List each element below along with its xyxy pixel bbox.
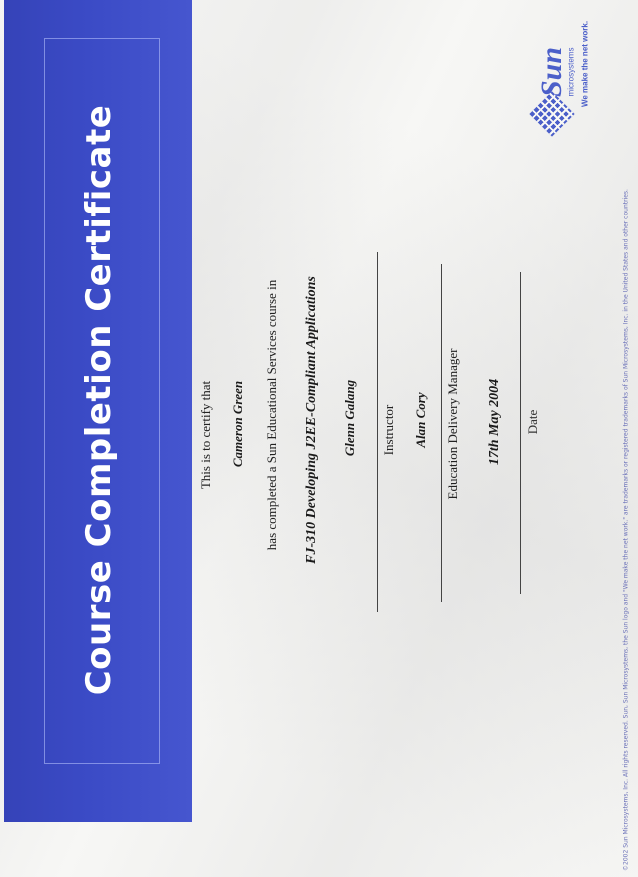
intro-text: This is to certify that (198, 380, 213, 490)
manager-label: Education Delivery Manager (445, 348, 460, 500)
instructor-name: Glenn Galang (342, 379, 357, 457)
date-line (520, 272, 521, 594)
instructor-label: Instructor (381, 404, 396, 456)
sun-logo-sub: microsystems (566, 47, 576, 97)
copyright-footnote: ©2002 Sun Microsystems, Inc. All rights reserved. Sun, Sun Microsystems, the Sun logo and "We make the net work." are trademarks or registered trademarks of Sun Microsystems, Inc. in the United States and other countries. (622, 189, 630, 871)
certificate-title: Course Completion Certificate (79, 104, 119, 696)
recipient-name: Cameron Green (230, 380, 245, 468)
completion-text: has completed a Sun Educational Services course in (264, 279, 279, 551)
date-value: 17th May 2004 (487, 378, 502, 466)
sun-logo-wordmark: Sun (535, 46, 568, 98)
sun-logo-tagline: We make the net work. (580, 20, 590, 108)
manager-name: Alan Cory (413, 392, 428, 448)
instructor-signature-line (377, 252, 378, 612)
date-label: Date (525, 409, 540, 435)
course-name: FJ-310 Developing J2EE-Compliant Applications (304, 276, 319, 564)
manager-signature-line (441, 264, 442, 602)
